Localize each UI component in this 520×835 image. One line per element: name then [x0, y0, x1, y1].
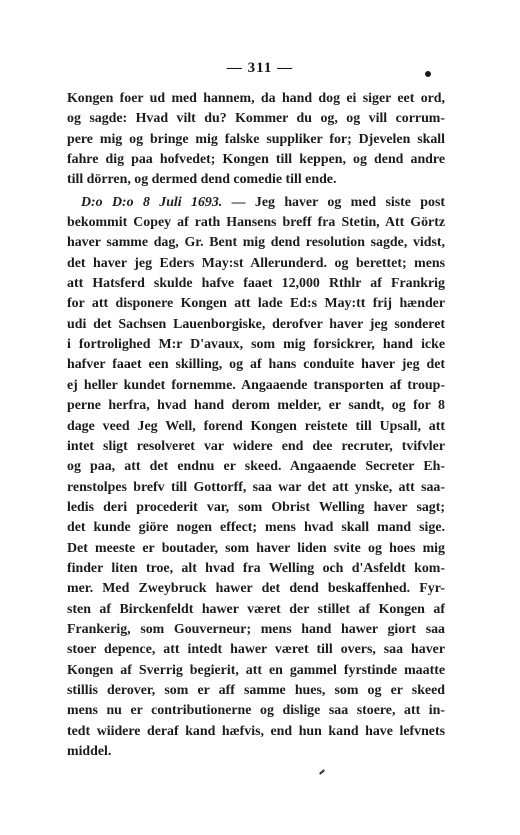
text-line: fahre dig paa hofvedet; Kongen till keppen, og dend andre: [67, 152, 445, 168]
text-line: mens nu er contributionerne og dislige saa stoere, att in-: [67, 703, 445, 719]
text-line: bekommit Copey af rath Hansens breff fra Stetin, Att Görtz: [67, 215, 445, 231]
text-line: Det meeste er boutader, som haver liden svite og hoes mig: [67, 540, 445, 556]
text-line: ej heller kundet fornemme. Angaaende transporten af troup-: [67, 377, 445, 393]
text-line: intet sligt resolveret var widere end dee recruter, tvifvler: [67, 438, 445, 454]
text-line: Frankerig, som Gouverneur; mens hand hawer giort saa: [67, 621, 445, 637]
ink-tick-mark: [319, 769, 325, 774]
text-line: Kongen af Sverrig begierit, att en gammel fyrstinde maatte: [67, 662, 445, 678]
page-body-text: [67, 89, 445, 762]
ink-dot-mark: [425, 71, 431, 77]
text-line: tedt wiidere deraf kand hæfvis, end hun kand have lefvnets: [67, 723, 445, 739]
text-line: og paa, att det endnu er skeed. Angaaende Secreter Eh-: [67, 459, 445, 475]
text-line: pere mig og bringe mig falske suppliker for; Djevelen skall: [67, 131, 445, 147]
text-line: udi det Sachsen Lauenborgiske, derofver haver jeg sonderet: [67, 316, 445, 332]
text-line: for att disponere Kongen att lade Ed:s May:tt frij hænder: [67, 296, 445, 312]
text-line: renstolpes brefv till Gottorff, saa war det att ynske, att saa-: [67, 479, 445, 495]
text-line: perne herfra, hvad hand derom melder, er sandt, og for 8: [67, 398, 445, 414]
text-line: hafver faaet een skilling, og af hans conduite haver jeg det: [67, 357, 445, 373]
text-line: det kunde giöre nogen effect; mens hvad skall mand sige.: [67, 520, 445, 536]
text-line: sten af Birckenfeldt hawer været der stillet af Kongen af: [67, 601, 445, 617]
text-line-dated: [67, 193, 445, 213]
letter-date: D:o D:o 8 Juli 1693.: [81, 194, 223, 210]
text-line: det haver jeg Eders May:st Allerunderd. og berettet; mens: [67, 255, 445, 271]
text-line: dage veed Jeg Well, forend Kongen reistete till Upsall, att: [67, 418, 445, 434]
text-line: og sagde: Hvad vilt du? Kommer du og, og vill corrum-: [67, 111, 445, 127]
text-line: stoer depence, att intedt hawer været till overs, saa haver: [67, 642, 445, 658]
text-line: Kongen foer ud med hannem, da hand dog ei siger eet ord,: [67, 91, 445, 106]
text-line: middel.: [67, 744, 112, 759]
text-line: stillis derover, som er aff samme hues, som og er skeed: [67, 682, 445, 698]
text-line: finder liten troe, alt hvad fra Welling och d'Asfeldt kom-: [67, 560, 445, 576]
text-line: mer. Med Zweybruck hawer det dend beskaffenhed. Fyr-: [67, 581, 445, 597]
text-line-rest: — Jeg haver og med siste post: [222, 194, 445, 210]
text-line: i fortrolighed M:r D'avaux, som mig forsickrer, hand icke: [67, 337, 445, 353]
page-number: — 311 —: [226, 60, 294, 76]
text-line: att Hatsferd skulde hafve faaet 12,000 Rthlr af Frankrig: [67, 276, 445, 292]
text-line: ledis deri procederit var, som Obrist Welling haver sagt;: [67, 499, 445, 515]
text-line: haver samme dag, Gr. Bent mig dend resolution sagde, vidst,: [67, 235, 445, 251]
text-line: till dörren, og dermed dend comedie till ende.: [67, 172, 337, 188]
